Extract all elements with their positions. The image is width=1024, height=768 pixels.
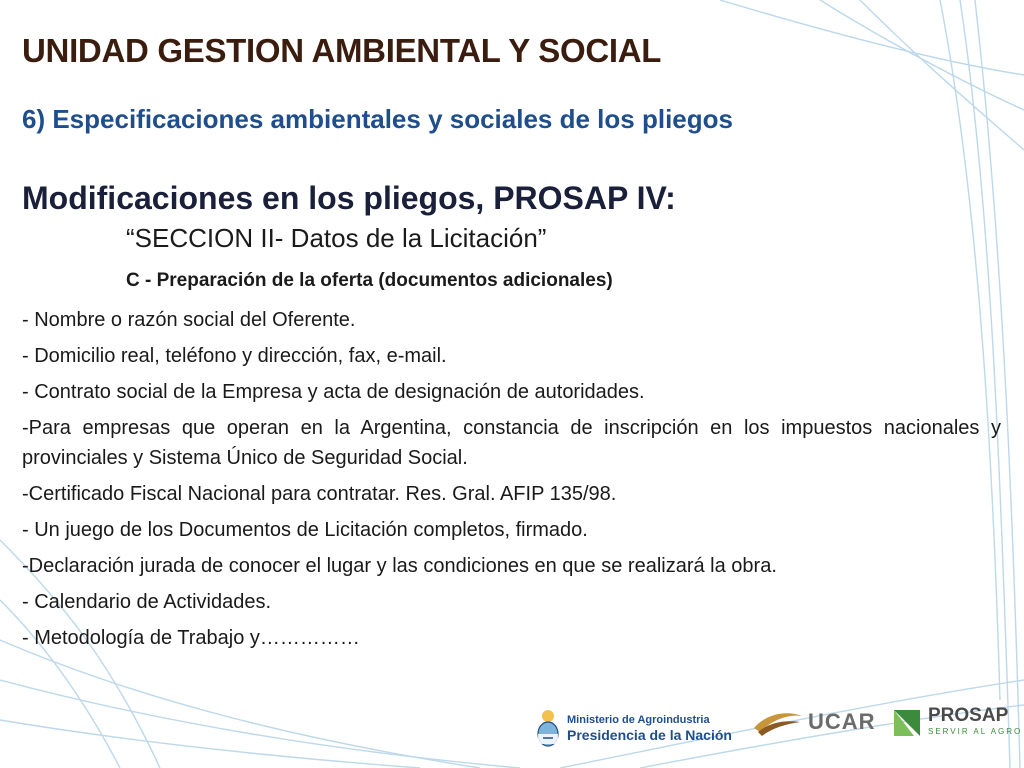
prosap-leaf-icon <box>892 706 922 738</box>
prosap-name: PROSAP <box>928 705 1009 726</box>
list-item: - Nombre o razón social del Oferente. <box>22 309 356 331</box>
list-item: -Declaración jurada de conocer el lugar y las condiciones en que se realizará la obra. <box>22 555 777 577</box>
ucar-name: UCAR <box>808 709 876 734</box>
list-item: -Para empresas que operan en la Argentina, constancia de inscripción en los impuestos nacionales y provinciales y Sistema Único de Seguridad Social. <box>22 417 1001 469</box>
footer-logos <box>0 700 1024 760</box>
list-item: - Domicilio real, teléfono y dirección, fax, e-mail. <box>22 345 447 367</box>
ucar-swoosh-icon <box>752 708 804 736</box>
prosap-tagline: SERVIR AL AGRO <box>928 727 1023 736</box>
section-heading: Modificaciones en los pliegos, PROSAP IV: <box>22 180 676 216</box>
slide-title: UNIDAD GESTION AMBIENTAL Y SOCIAL <box>22 32 662 69</box>
prosap-logo <box>892 706 1022 738</box>
presidencia-name: Presidencia de la Nación <box>567 726 732 743</box>
subsection-title: C - Preparación de la oferta (documentos adicionales) <box>126 270 613 291</box>
list-item: - Un juego de los Documentos de Licitación completos, firmado. <box>22 519 588 541</box>
list-item: - Calendario de Actividades. <box>22 591 272 613</box>
section-title: “SECCION II- Datos de la Licitación” <box>126 223 547 253</box>
slide-subtitle: 6) Especificaciones ambientales y sociales de los pliegos <box>22 104 733 134</box>
ministerio-logo <box>535 708 732 748</box>
argentina-coat-of-arms-icon <box>535 708 561 748</box>
list-item: -Certificado Fiscal Nacional para contratar. Res. Gral. AFIP 135/98. <box>22 483 617 505</box>
list-item: - Metodología de Trabajo y…………… <box>22 627 360 649</box>
requirements-list <box>22 305 1001 659</box>
ministerio-name: Ministerio de Agroindustria <box>567 713 710 726</box>
list-item: - Contrato social de la Empresa y acta de designación de autoridades. <box>22 381 645 403</box>
ucar-logo <box>752 708 876 736</box>
